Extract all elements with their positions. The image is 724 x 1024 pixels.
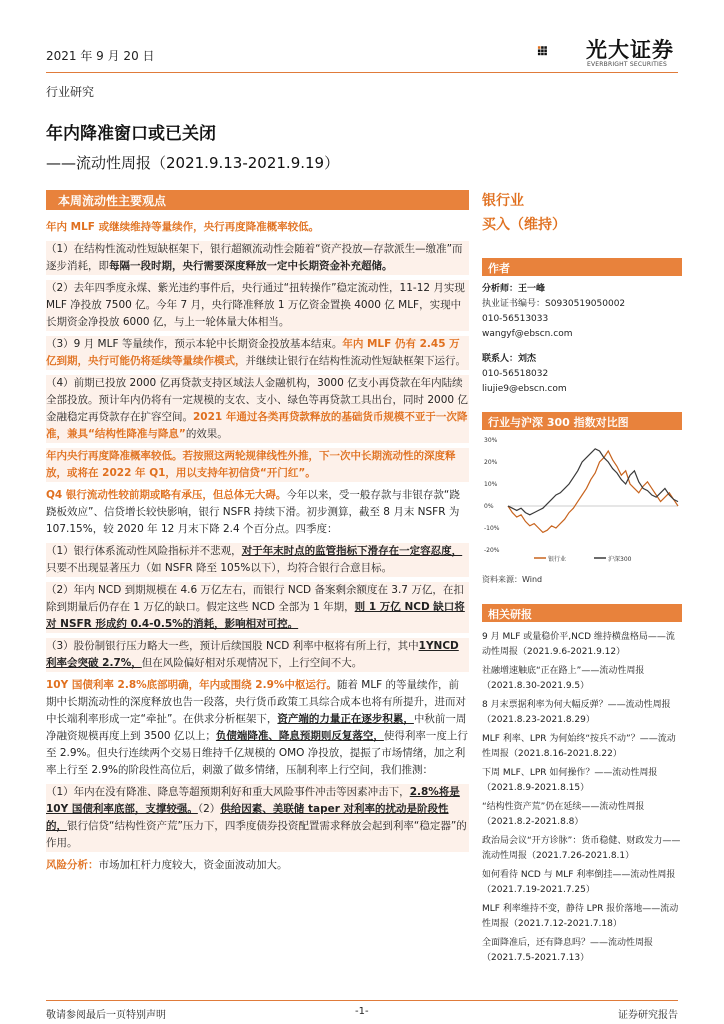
y-tick-label: -20%	[484, 547, 500, 554]
para-3	[46, 336, 469, 370]
para-2: （2）去年四季度永煤、紫光违约事件后，央行通过“扭转操作”稳定流动性，11-12 月实现 MLF 净投放 7500 亿。今年 7 月，央行降准释放 1 万亿资金置换 4000 亿 MLF，实现中长期资金净投放 6000 亿，与上一轮体量大体相当。	[46, 280, 469, 331]
chart-header	[482, 412, 682, 430]
para-7-text: （1）银行体系流动性风险指标并不悲观，	[46, 545, 242, 557]
logo-subtitle: EVERBRIGHT SECURITIES	[587, 61, 667, 68]
analyst-email: wangyf@ebscn.com	[482, 329, 573, 339]
analyst-phone: 010-56513033	[482, 314, 549, 324]
lead-3: 10Y 国债利率 2.8%底部明确，年内或围绕 2.9%中枢运行。	[46, 679, 337, 691]
company-logo-icon	[536, 30, 584, 74]
related-header	[482, 604, 682, 622]
para-9-tail: 但在风险偏好相对乐观情况下，上行空间不大。	[141, 657, 363, 669]
para-11-bold2: 供给因素、美联储 taper 对利率的扰动是阶段性的，	[46, 803, 449, 832]
para-10-bold2: 负债端降准、降息预期则反复落空，	[215, 730, 384, 742]
related-report-item[interactable]: 9 月 MLF 或量稳价平,NCD 维持横盘格局——流动性周报（2021.9.6-2021.9.12）	[482, 632, 675, 657]
para-9-text: （3）股份制银行压力略大一些，预计后续国股 NCD 利率中枢将有所上行，其中	[46, 640, 419, 652]
y-tick-label: -10%	[484, 525, 500, 532]
para-9-bold: 1YNCD 利率会突破 2.7%，	[46, 640, 459, 669]
author-block	[482, 282, 682, 397]
series-lines	[508, 449, 678, 533]
author-header	[482, 258, 682, 276]
para-6	[46, 487, 469, 538]
index-comparison-chart	[482, 434, 682, 574]
footer-report-type: 证券研究报告	[618, 1010, 678, 1021]
risk-text: 市场加杠杆力度较大，资金面波动加大。	[98, 859, 288, 871]
contact-phone: 010-56518032	[482, 369, 549, 379]
related-report-item[interactable]: MLF 利率、LPR 为何始终“按兵不动”？——流动性周报（2021.8.16-2021.8.22）	[482, 734, 676, 759]
page-number: -1-	[355, 1006, 369, 1017]
chart-header-label: 行业与沪深 300 指数对比图	[488, 416, 629, 429]
para-1-text: （1）在结构性流动性短缺框架下，银行超额流动性会随着“资产投放—存款派生—缴准”而逐步消耗，即	[46, 243, 463, 272]
para-9	[46, 638, 469, 672]
lead-1: 年内 MLF 或继续维持等量续作，央行再度降准概率较低。	[46, 221, 320, 233]
y-tick-labels	[484, 437, 678, 554]
para-10-tail: 使得利率一度上行至 2.9%。但央行连续两个交易日维持千亿规模的 OMO 净投放，提振了市场情绪，加之利率上行至 2.9%的阶段性高位后，刺激了做多情绪，压制利率上行空间，我们推测：	[46, 730, 468, 776]
related-report-item[interactable]: “结构性资产荒”仍在延续——流动性周报（2021.8.2-2021.8.8）	[482, 802, 645, 827]
chart-source: 资料来源：Wind	[482, 575, 543, 584]
para-10	[46, 677, 469, 779]
main-body	[46, 219, 469, 879]
footer-disclaimer: 敬请参阅最后一页特别声明	[46, 1010, 166, 1021]
para-3-highlight: 年内 MLF 仍有 2.45 万亿到期，央行可能仍将延续等量续作模式，	[46, 338, 460, 367]
para-7-tail: 只要不出现显著压力（如 NSFR 降至 105%以下），均符合银行合意目标。	[46, 562, 393, 574]
logo-name: 光大证券	[586, 38, 674, 62]
page-subtitle: ——流动性周报（2021.9.13-2021.9.19）	[46, 154, 340, 172]
para-5: 年内央行再度降准概率较低。若按照这两轮规律线性外推，下一次中长期流动性的深度释放，或将在 2022 年 Q1，用以支持年初信贷“开门红”。	[46, 448, 469, 482]
related-report-item[interactable]: 8 月末票据利率为何大幅反弹？——流动性周报（2021.8.23-2021.8.29）	[482, 700, 671, 725]
para-11-tail: 银行信贷“结构性资产荒”压力下，四季度债券投资配置需求释放会起到利率“稳定器”的作用。	[46, 820, 467, 849]
page-title: 年内降准窗口或已关闭	[46, 124, 216, 144]
series-line-hs300	[508, 449, 678, 515]
para-3-tail: 并继续让银行在结构性流动性短缺框架下运行。	[245, 355, 466, 367]
para-4-highlight: 2021 年通过各类再贷款释放的基础货币规模不亚于一次降准，兼具“结构性降准与降息”	[46, 411, 468, 440]
contact-email: liujie9@ebscn.com	[482, 384, 567, 394]
sidebar	[482, 190, 682, 429]
report-category: 行业研究	[46, 85, 95, 99]
risk-analysis	[46, 857, 469, 874]
header-divider	[46, 72, 678, 73]
related-report-item[interactable]: 社融增速触底“正在路上”——流动性周报（2021.8.30-2021.9.5）	[482, 666, 645, 691]
contact-name: 联系人：刘杰	[482, 354, 537, 364]
related-report-item[interactable]: 如何看待 NCD 与 MLF 利率倒挂——流动性周报（2021.7.19-2021.7.25）	[482, 870, 676, 895]
y-tick-label: 20%	[484, 459, 498, 466]
legend-label-hs300: 沪深300	[608, 556, 632, 563]
chart-legend	[534, 555, 632, 563]
legend-label-bank: 银行业	[548, 556, 567, 563]
risk-label: 风险分析：	[46, 859, 99, 871]
para-6-text: 今年以来，受一般存款与非银存款“跷跷板效应”、信贷增长较快影响，银行 NSFR 持续下滑。初步测算，截至 8 月末 NSFR 为 107.15%，较 2020 年 12 月末下降 2.4 个百分点。四季度：	[46, 489, 460, 535]
report-date: 2021 年 9 月 20 日	[46, 49, 155, 63]
related-header-label: 相关研报	[488, 608, 532, 621]
section-header	[46, 190, 469, 210]
related-report-item[interactable]: MLF 利率维持不变，静待 LPR 报价落地——流动性周报（2021.7.12-2021.7.18）	[482, 904, 679, 929]
section-title: 本周流动性主要观点	[58, 194, 167, 208]
author-header-label: 作者	[488, 262, 510, 275]
related-report-item[interactable]: 下周 MLF、LPR 如何操作？——流动性周报（2021.8.9-2021.8.15）	[482, 768, 658, 793]
rating: 买入（维持）	[482, 217, 566, 233]
para-4	[46, 375, 469, 443]
footer-divider	[46, 1000, 678, 1001]
related-report-item[interactable]: 政治局会议“开方诊脉”：货币稳健、财政发力——流动性周报（2021.7.26-2021.8.1）	[482, 836, 681, 861]
para-8-text: （2）年内 NCD 到期规模在 4.6 万亿左右，而银行 NCD 备案剩余额度在 3.7 万亿，在扣除到期量后仍存在 1 万亿的缺口。假定这些 NCD 全部为 1 年期，	[46, 584, 464, 613]
y-tick-label: 0%	[484, 503, 494, 510]
para-4-tail: 的效果。	[185, 428, 228, 440]
para-11-mid: （2）	[197, 803, 221, 815]
related-report-item[interactable]: 全面降准后，还有降息吗？——流动性周报（2021.7.5-2021.7.13）	[482, 938, 654, 963]
analyst-name: 分析师：王一峰	[482, 284, 546, 294]
para-10-mid: 中秋前一周净融资规模再度上到 3500 亿以上；	[46, 713, 467, 742]
para-7	[46, 543, 469, 577]
para-7-bold: 对于年末时点的监管指标下滑存在一定容忍度，	[241, 545, 463, 557]
para-11	[46, 784, 469, 852]
y-tick-label: 10%	[484, 481, 498, 488]
para-8	[46, 582, 469, 633]
series-line-bank	[508, 451, 678, 532]
lead-2: Q4 银行流动性较前期或略有承压，但总体无大碍。	[46, 489, 287, 501]
para-11-bold1: 2.8%将是 10Y 国债利率底部，支撑较强。	[46, 786, 460, 815]
para-10-text: 随着 MLF 的等量续作，前期中长期流动性的深度释放也告一段落，央行货币政策工具综合成本也将有所提升，进而对中长端利率形成一定“牵扯”。在供求分析框架下，	[46, 679, 466, 725]
related-reports-list	[482, 630, 682, 970]
para-4-text: （4）前期已投放 2000 亿再贷款支持区域法人金融机构，3000 亿支小再贷款在年内陆续全部投放。预计年内仍将有一定规模的支农、支小、绿色等再贷款工具出台，同时 2000 亿金融稳定再贷款存在扩容空间。	[46, 377, 468, 423]
para-3-text: （3）9 月 MLF 等量续作，预示本轮中长期资金投放基本结束。	[46, 338, 343, 350]
y-tick-label: 30%	[484, 437, 498, 444]
license-number: 执业证书编号：S0930519050002	[482, 299, 626, 309]
para-11-text: （1）年内在没有降准、降息等超预期利好和重大风险事件冲击等因素冲击下，	[46, 786, 410, 798]
para-1-bold: 每隔一段时期，央行需要深度释放一定中长期资金补充超储。	[109, 260, 393, 272]
para-10-bold1: 资产端的力量正在逐步积累，	[277, 713, 414, 725]
industry-name: 银行业	[482, 193, 524, 209]
para-1	[46, 241, 469, 275]
para-8-bold: 则 1 万亿 NCD 缺口将对 NSFR 形成约 0.4-0.5%的消耗，影响相对可控。	[46, 601, 465, 630]
